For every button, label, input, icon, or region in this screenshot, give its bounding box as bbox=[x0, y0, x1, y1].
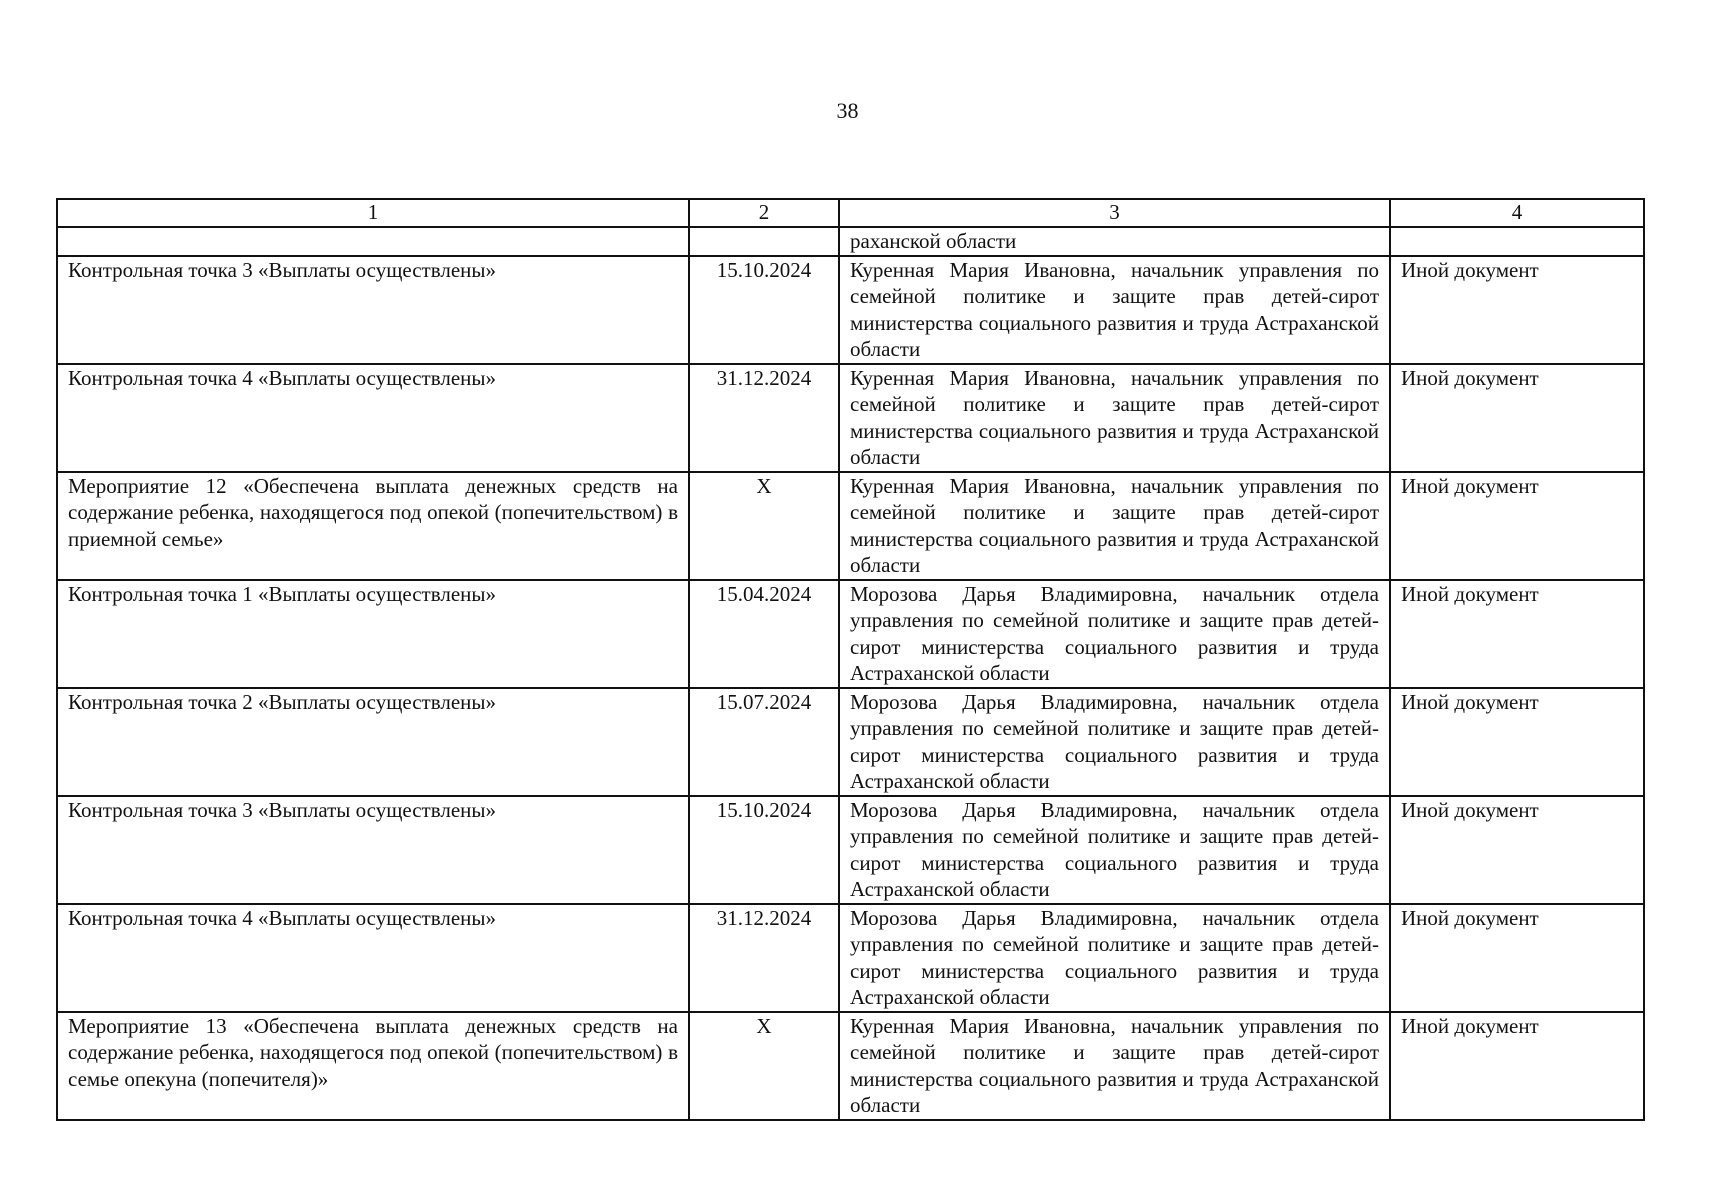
event-cell: Контрольная точка 2 «Выплаты осуществлены» bbox=[57, 688, 689, 796]
responsible-cell: Морозова Дарья Владимировна, начальник отдела управления по семейной политике и защите прав детей-сирот министерства социального развития и труда Астраханской области bbox=[839, 688, 1390, 796]
date-cell: 31.12.2024 bbox=[689, 904, 839, 1012]
document-cell: Иной документ bbox=[1390, 364, 1644, 472]
date-cell: 15.10.2024 bbox=[689, 256, 839, 364]
table-row bbox=[57, 472, 1644, 580]
event-cell: Контрольная точка 1 «Выплаты осуществлены» bbox=[57, 580, 689, 688]
document-cell: Иной документ bbox=[1390, 688, 1644, 796]
date-cell: X bbox=[689, 1012, 839, 1120]
document-cell: Иной документ bbox=[1390, 904, 1644, 1012]
date-cell: 31.12.2024 bbox=[689, 364, 839, 472]
document-cell: Иной документ bbox=[1390, 580, 1644, 688]
event-cell: Мероприятие 13 «Обеспечена выплата денежных средств на содержание ребенка, находящегося под опекой (попечительством) в семье опекуна (попечителя)» bbox=[57, 1012, 689, 1120]
table-row bbox=[57, 580, 1644, 688]
document-cell bbox=[1390, 227, 1644, 256]
table-row bbox=[57, 904, 1644, 1012]
event-cell: Контрольная точка 4 «Выплаты осуществлены» bbox=[57, 364, 689, 472]
responsible-cell: Куренная Мария Ивановна, начальник управления по семейной политике и защите прав детей-сирот министерства социального развития и труда Астраханской области bbox=[839, 1012, 1390, 1120]
responsible-cell: Морозова Дарья Владимировна, начальник отдела управления по семейной политике и защите прав детей-сирот министерства социального развития и труда Астраханской области bbox=[839, 580, 1390, 688]
responsible-cell: Куренная Мария Ивановна, начальник управления по семейной политике и защите прав детей-сирот министерства социального развития и труда Астраханской области bbox=[839, 472, 1390, 580]
document-cell: Иной документ bbox=[1390, 796, 1644, 904]
page-number: 38 bbox=[836, 98, 859, 123]
table-row bbox=[57, 1012, 1644, 1120]
document-cell: Иной документ bbox=[1390, 472, 1644, 580]
column-header-2: 2 bbox=[689, 199, 839, 227]
table-header-row bbox=[57, 199, 1644, 227]
responsible-cell: Куренная Мария Ивановна, начальник управления по семейной политике и защите прав детей-сирот министерства социального развития и труда Астраханской области bbox=[839, 256, 1390, 364]
responsible-cell: раханской области bbox=[839, 227, 1390, 256]
event-cell: Контрольная точка 3 «Выплаты осуществлены» bbox=[57, 796, 689, 904]
date-cell: 15.10.2024 bbox=[689, 796, 839, 904]
responsible-cell: Куренная Мария Ивановна, начальник управления по семейной политике и защите прав детей-сирот министерства социального развития и труда Астраханской области bbox=[839, 364, 1390, 472]
table-row bbox=[57, 796, 1644, 904]
responsible-cell: Морозова Дарья Владимировна, начальник отдела управления по семейной политике и защите прав детей-сирот министерства социального развития и труда Астраханской области bbox=[839, 796, 1390, 904]
date-cell: 15.07.2024 bbox=[689, 688, 839, 796]
date-cell: X bbox=[689, 472, 839, 580]
date-cell: 15.04.2024 bbox=[689, 580, 839, 688]
table-row bbox=[57, 688, 1644, 796]
event-cell: Мероприятие 12 «Обеспечена выплата денежных средств на содержание ребенка, находящегося под опекой (попечительством) в приемной семье» bbox=[57, 472, 689, 580]
responsible-cell: Морозова Дарья Владимировна, начальник отдела управления по семейной политике и защите прав детей-сирот министерства социального развития и труда Астраханской области bbox=[839, 904, 1390, 1012]
table-row-continuation bbox=[57, 227, 1644, 256]
event-cell: Контрольная точка 3 «Выплаты осуществлены» bbox=[57, 256, 689, 364]
measures-table bbox=[56, 198, 1645, 1121]
event-cell bbox=[57, 227, 689, 256]
column-header-3: 3 bbox=[839, 199, 1390, 227]
date-cell bbox=[689, 227, 839, 256]
column-header-4: 4 bbox=[1390, 199, 1644, 227]
event-cell: Контрольная точка 4 «Выплаты осуществлены» bbox=[57, 904, 689, 1012]
table-row bbox=[57, 256, 1644, 364]
column-header-1: 1 bbox=[57, 199, 689, 227]
table-row bbox=[57, 364, 1644, 472]
document-cell: Иной документ bbox=[1390, 256, 1644, 364]
document-cell: Иной документ bbox=[1390, 1012, 1644, 1120]
